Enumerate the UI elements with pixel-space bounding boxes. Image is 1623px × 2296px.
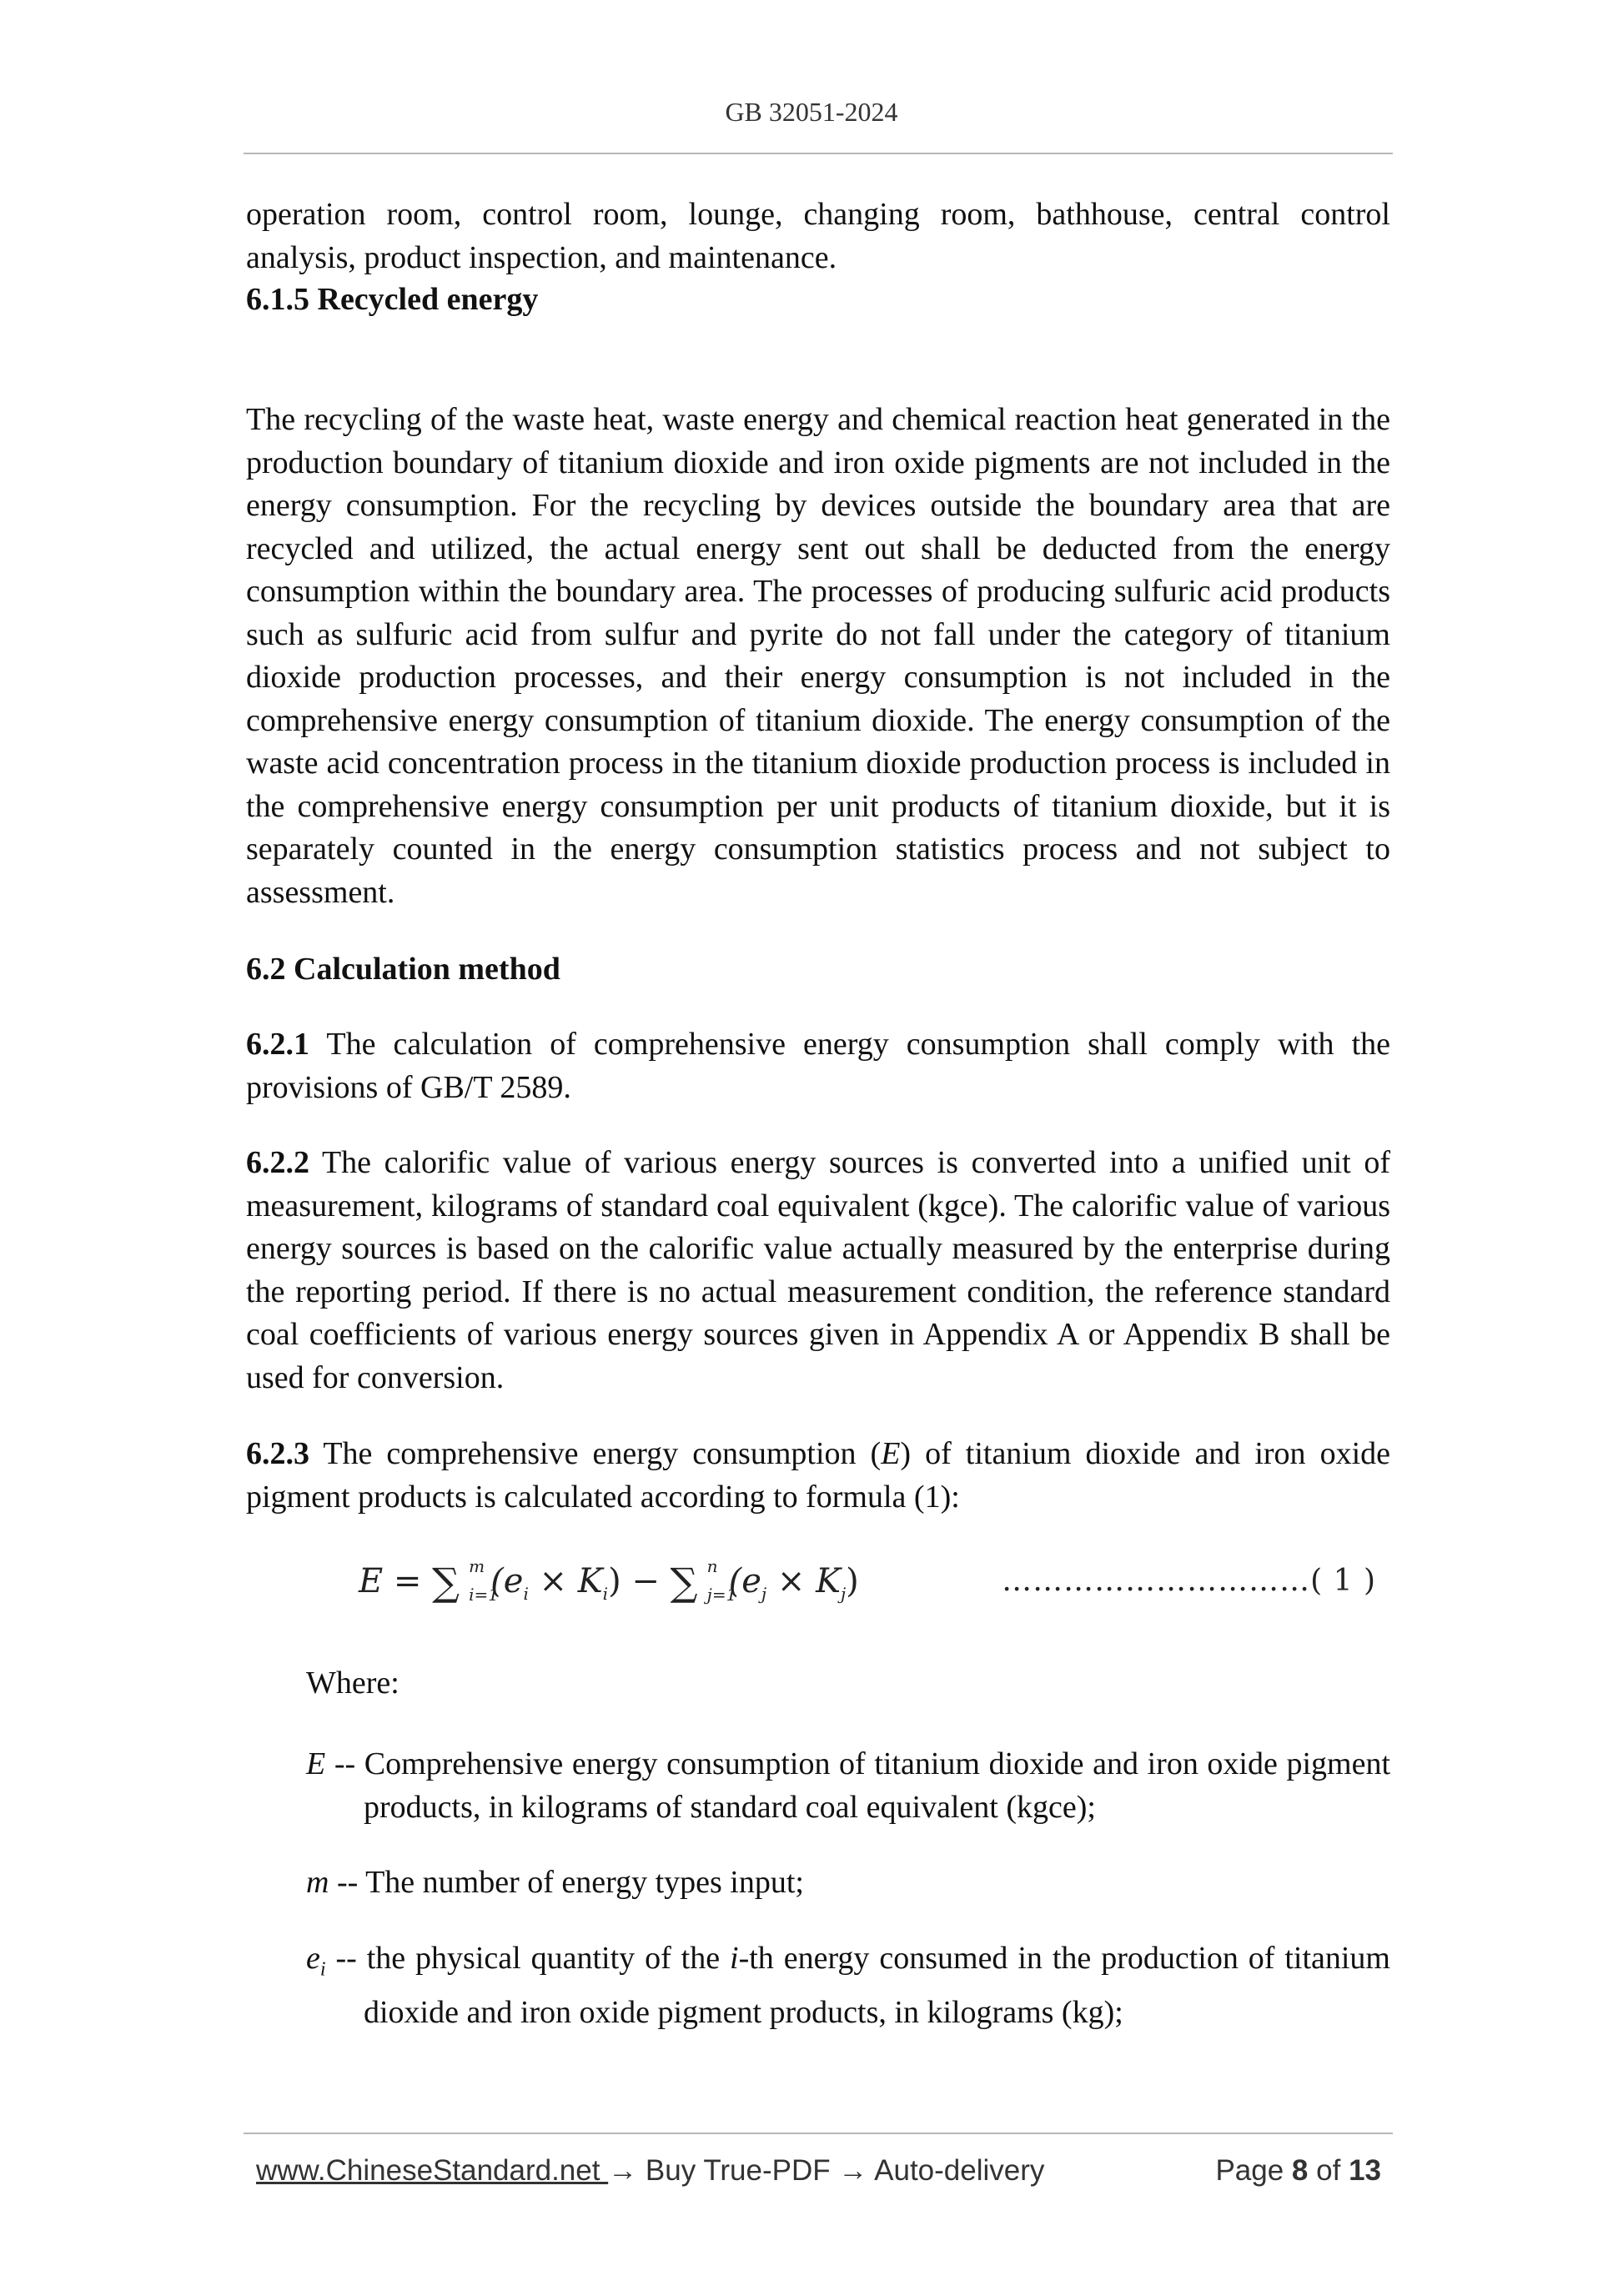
term1-mid: × K: [528, 1562, 603, 1600]
page-total: 13: [1349, 2154, 1381, 2187]
definition-E: [306, 1743, 1390, 1829]
website-link[interactable]: www.ChineseStandard.net: [256, 2154, 609, 2187]
heading-6-1-5: 6.1.5 Recycled energy: [246, 282, 539, 317]
sum1-upper: m: [469, 1556, 485, 1576]
definition-symbol: e: [306, 1941, 320, 1976]
formula-expression: [359, 1556, 859, 1605]
term1-open: (e: [490, 1562, 524, 1600]
formula-minus: −: [631, 1562, 660, 1600]
where-label: Where:: [306, 1665, 399, 1701]
formula-equals: =: [393, 1562, 422, 1600]
sum-symbol-2: ∑ n j=1: [670, 1556, 737, 1605]
sum2-upper: n: [706, 1556, 718, 1576]
of-label: of: [1316, 2154, 1341, 2187]
definition-text-b: -th energy consumed in the production of titanium dioxide and iron oxide pigment products, in kilograms (kg);: [364, 1941, 1390, 2031]
paragraph-6-2-2: [246, 1142, 1390, 1399]
formula-lhs: E: [359, 1562, 384, 1600]
clause-text-6-2-1: The calculation of comprehensive energy consumption shall comply with the provisions of GB/T 2589.: [246, 1027, 1390, 1105]
clause-text-6-2-3a: The comprehensive energy consumption (: [309, 1436, 882, 1471]
page-number: 8: [1291, 2154, 1309, 2187]
footer-rule: [244, 2133, 1393, 2134]
definition-m: [306, 1861, 1390, 1905]
sum2-lower: j=1: [706, 1585, 737, 1605]
clause-text-6-2-3b: ) of titanium dioxide and iron oxide pigment products is calculated according to formula (1):: [246, 1436, 1390, 1515]
clause-number-6-2-2: 6.2.2: [246, 1145, 309, 1180]
term1-close: ): [608, 1562, 621, 1600]
clause-number-6-2-3: 6.2.3: [246, 1436, 309, 1471]
footer-promo: [256, 2154, 1044, 2188]
definition-italic-i: i: [730, 1941, 739, 1976]
paragraph-continuation: operation room, control room, lounge, changing room, bathhouse, central control analysis, product inspection, and maintenance.: [246, 197, 1390, 275]
term1-sub2: i: [602, 1584, 609, 1604]
paragraph-6-2-1: [246, 1023, 1390, 1109]
definition-symbol: m: [306, 1865, 329, 1900]
term1-sub: i: [523, 1584, 529, 1604]
term2-sub: j: [761, 1584, 767, 1604]
term2-open: (e: [728, 1562, 761, 1600]
paragraph-6-2-3: [246, 1433, 1390, 1519]
standard-code-header: GB 32051-2024: [725, 97, 898, 127]
definition-subscript: i: [319, 1958, 326, 1981]
page-indicator: [1215, 2154, 1381, 2188]
term2-mid: × K: [766, 1562, 841, 1600]
header-rule: [244, 153, 1393, 154]
clause-text-6-2-2: The calorific value of various energy sources is converted into a unified unit of measurement, kilograms of standard coal equivalent (kgce). The calorific value of various energy sources is based on the calorific value actually measured by the enterprise during the reporting period. If there is no actual measurement condition, the reference standard coal coefficients of various energy sources given in Appendix A or Appendix B shall be used for conversion.: [246, 1145, 1390, 1395]
definition-text: -- The number of energy types input;: [329, 1865, 804, 1900]
symbol-E: E: [881, 1436, 901, 1471]
paragraph-6-1-5: The recycling of the waste heat, waste energy and chemical reaction heat generated in the production boundary of titanium dioxide and iron oxide pigments are not included in the energy consumption. For the recycling by devices outside the boundary area that are recycled and utilized, the actual energy sent out shall be deducted from the energy consumption within the boundary area. The processes of producing sulfuric acid products such as sulfuric acid from sulfur and pyrite do not fall under the category of titanium dioxide production processes, and their energy consumption is not included in the comprehensive energy consumption of titanium dioxide. The energy consumption of the waste acid concentration process in the titanium dioxide production process is included in the comprehensive energy consumption per unit products of titanium dioxide, but it is separately counted in the energy consumption statistics process and not subject to assessment.: [246, 402, 1390, 910]
term2-sub2: j: [840, 1584, 847, 1604]
page-label: Page: [1215, 2154, 1284, 2187]
term2-close: ): [846, 1562, 859, 1600]
definition-ei: [306, 1937, 1390, 2035]
footer-promo-text: → Buy True-PDF → Auto-delivery: [608, 2154, 1045, 2187]
definition-text-a: -- the physical quantity of the: [325, 1941, 731, 1976]
definition-text: -- Comprehensive energy consumption of titanium dioxide and iron oxide pigment products, in kilograms of standard coal equivalent (kgce);: [325, 1746, 1390, 1825]
sum-symbol-1: ∑ m i=1: [432, 1556, 500, 1605]
formula-1: [359, 1555, 1376, 1622]
sum1-lower: i=1: [469, 1585, 500, 1605]
definition-symbol: E: [306, 1746, 326, 1781]
formula-number: …………………………( 1 ): [1002, 1564, 1376, 1598]
clause-number-6-2-1: 6.2.1: [246, 1027, 309, 1062]
heading-6-2: 6.2 Calculation method: [246, 952, 560, 987]
